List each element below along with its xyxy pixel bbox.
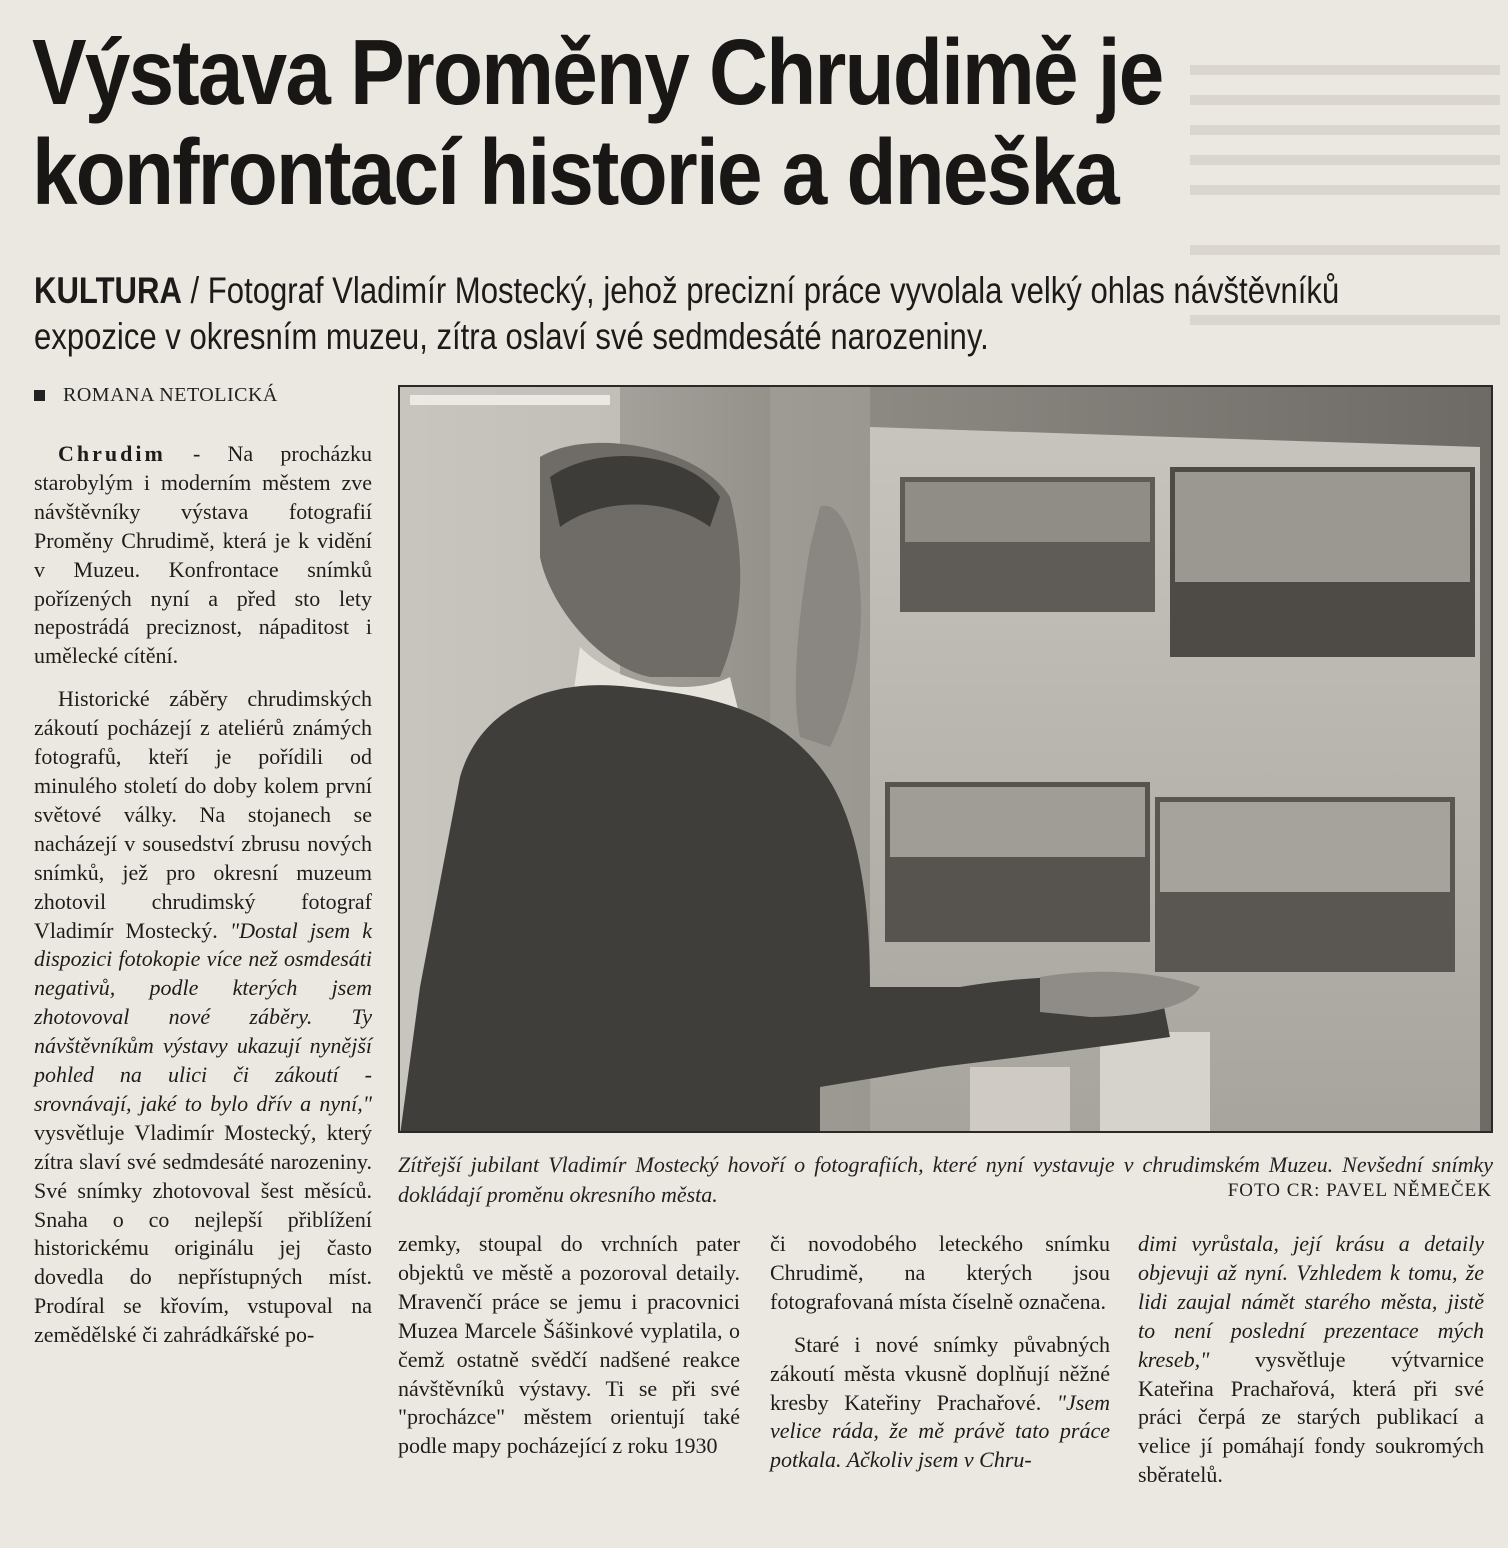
- article-column-1: [34, 440, 372, 1350]
- paragraph-text: Historické záběry chrudimských zákoutí pocházejí z ateliérů známých fotografů, kteří je pořídili od minulého století do doby kolem první světové války. Na stojanech se nacházejí v sousedství zbrusu nových snímků, jež pro okresní muzeum zhotovil chrudimský fotograf Vladimír Mostecký.: [34, 686, 372, 943]
- headline-line-2: konfrontací historie a dneška: [32, 120, 1118, 224]
- paragraph-text: vysvětluje Vladimír Mostecký, který zítra slaví své sedmdesáté narozeniny. Své snímky zhotovoval šest měsíců. Snaha o co nejlepší přiblížení historickému originálu jej často dovedla do nepřístupných míst. Prodíral se křovím, vstupoval na zemědělské či zahrádkářské po-: [34, 1119, 372, 1348]
- photo-credit: FOTO CR: PAVEL NĚMEČEK: [1227, 1180, 1492, 1201]
- section-rubric: KULTURA: [34, 270, 182, 311]
- rubric-separator: /: [181, 270, 208, 311]
- quote-text: dimi vyrůstala, její krásu a detaily objevuji až nyní. Vzhledem k tomu, že lidi zaujal námět starého města, jistě to není poslední prezentace mých kreseb,": [1138, 1231, 1484, 1372]
- author-name: ROMANA NETOLICKÁ: [63, 384, 278, 406]
- paragraph: [34, 440, 372, 671]
- paragraph: [770, 1331, 1110, 1476]
- byline: [34, 384, 278, 407]
- quote-text: "Jsem velice ráda, že mě právě tato práce potkala. Ačkoliv jsem v Chru-: [770, 1389, 1110, 1473]
- article-column-2: [398, 1230, 740, 1461]
- lead-paragraph: [34, 268, 1428, 360]
- headline: [32, 22, 1493, 222]
- lead-text: Fotograf Vladimír Mostecký, jehož precizní práce vyvolala velký ohlas návštěvníků expozice v okresním muzeu, zítra oslaví své sedmdesáté narozeniny.: [34, 270, 1340, 357]
- paragraph: [34, 685, 372, 1350]
- paragraph-text: vysvětluje výtvarnice Kateřina Prachařová, která při své práci čerpá ze starých publikací a velice jí pomáhají fondy soukromých sběratelů.: [1138, 1346, 1484, 1488]
- paragraph-text: Staré i nové snímky půvabných zákoutí města vkusně doplňují něžné kresby Kateřiny Prachařové.: [770, 1331, 1110, 1415]
- article-column-4: [1138, 1230, 1484, 1490]
- article-column-3: [770, 1230, 1110, 1475]
- dateline: Chrudim: [58, 441, 166, 466]
- headline-line-1: Výstava Proměny Chrudimě je: [32, 20, 1163, 124]
- article-photo: [398, 385, 1493, 1133]
- paragraph: zemky, stoupal do vrchních pater objektů ve městě a pozoroval detaily. Mravenčí práce se jemu i pracovnici Muzea Marcele Šášinkové vyplatila, o čemž ostatně svědčí nadšené reakce návštěvníků výstavy. Ti se při své "procházce" městem orientují také podle mapy pocházející z roku 1930: [398, 1231, 740, 1459]
- photo-man-with-exhibition: [400, 387, 1493, 1133]
- quote-text: "Dostal jsem k dispozici fotokopie více než osmdesáti negativů, podle kterých jsem zhotovoval nové záběry. Ty návštěvníkům výstavy ukazují nynější pohled na ulici či zákoutí - srovnávají, jaké to bylo dřív a nyní,": [34, 917, 372, 1116]
- paragraph-text: - Na procházku starobylým i moderním městem zve návštěvníky výstava fotografií Proměny Chrudimě, která je k vidění v Muzeu. Konfrontace snímků pořízených nyní a před sto lety nepostrádá preciznost, nápaditost i umělecké cítění.: [34, 441, 372, 669]
- paragraph: či novodobého leteckého snímku Chrudimě, na kterých jsou fotografovaná místa číselně označena.: [770, 1231, 1110, 1314]
- paragraph: [1138, 1230, 1484, 1490]
- photo-caption: Zítřejší jubilant Vladimír Mostecký hovoří o fotografiích, které nyní vystavuje v chrudimském Muzeu. Nevšední snímky dokládají proměnu okresního města.: [398, 1152, 1493, 1207]
- bullet-square-icon: [34, 390, 45, 401]
